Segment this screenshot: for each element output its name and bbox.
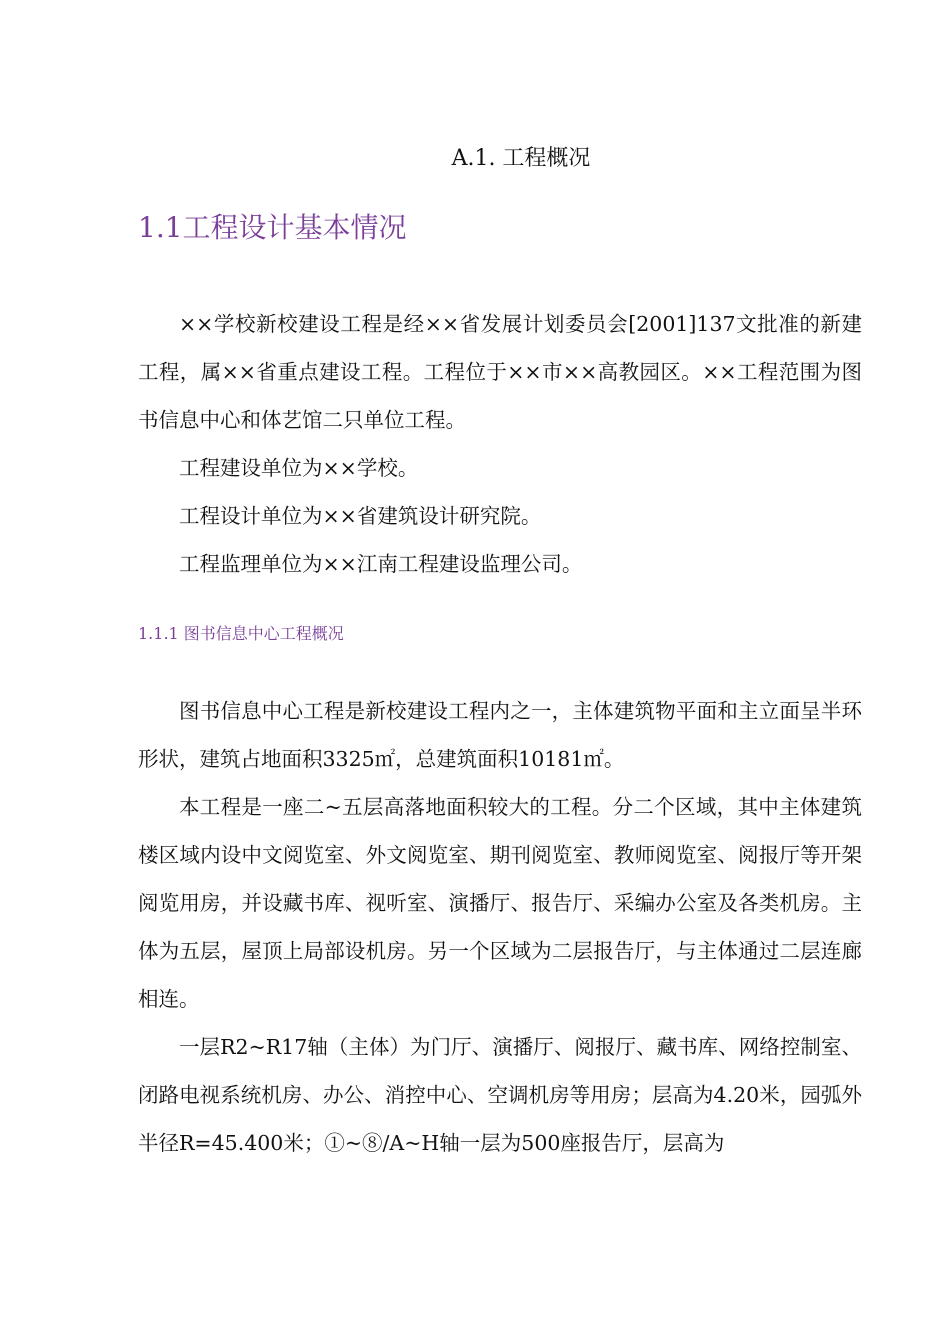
paragraph-library-overview: 图书信息中心工程是新校建设工程内之一，主体建筑物平面和主立面呈半环形状，建筑占地面积3325㎡，总建筑面积10181㎡。 (138, 699, 862, 771)
subsection-body (138, 687, 862, 1167)
chapter-title: A.1. 工程概况 (451, 146, 591, 171)
section-title: 1.1工程设计基本情况 (138, 211, 407, 244)
paragraph-project-approval: ××学校新校建设工程是经××省发展计划委员会[2001]137文批准的新建工程，属××省重点建设工程。工程位于××市××高教园区。××工程范围为图书信息中心和体艺馆二只单位工程。 (138, 312, 862, 432)
paragraph-building-layout: 本工程是一座二~五层高落地面积较大的工程。分二个区域，其中主体建筑楼区域内设中文阅览室、外文阅览室、期刊阅览室、教师阅览室、阅报厅等开架阅览用房，并设藏书库、视听室、演播厅、报告厅、采编办公室及各类机房。主体为五层，屋顶上局部设机房。另一个区域为二层报告厅，与主体通过二层连廊相连。 (138, 795, 862, 1011)
section-body (138, 300, 862, 588)
paragraph-construction-unit: 工程建设单位为××学校。 (179, 456, 419, 480)
paragraph-design-unit: 工程设计单位为××省建筑设计研究院。 (179, 504, 542, 528)
paragraph-supervision-unit: 工程监理单位为××江南工程建设监理公司。 (179, 552, 583, 576)
subsection-title: 1.1.1 图书信息中心工程概况 (138, 624, 344, 643)
paragraph-first-floor: 一层R2~R17轴（主体）为门厅、演播厅、阅报厅、藏书库、网络控制室、闭路电视系统机房、办公、消控中心、空调机房等用房；层高为4.20米，园弧外半径R=45.400米；①~⑧/A~H轴一层为500座报告厅，层高为 (138, 1035, 862, 1155)
